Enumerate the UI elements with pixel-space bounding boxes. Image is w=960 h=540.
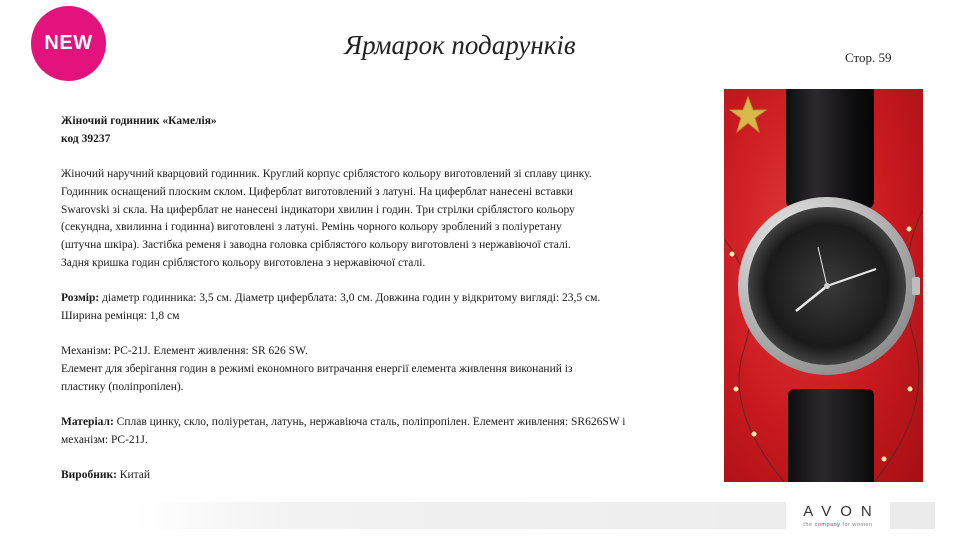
product-description bbox=[61, 113, 711, 485]
watch-strap-top bbox=[786, 89, 874, 209]
size-label: Розмір: bbox=[61, 292, 100, 304]
material-value: Сплав цинку, скло, поліуретан, латунь, нержавіюча сталь, поліпропілен. Елемент живлення: SR626SW і bbox=[116, 415, 626, 428]
watch-crown bbox=[912, 277, 920, 295]
material-line bbox=[61, 414, 711, 432]
page-title: Ярмарок подарунків bbox=[344, 30, 576, 60]
size-line bbox=[61, 290, 711, 308]
page-number: Стор. 59 bbox=[845, 50, 892, 65]
mechanism-line: пластику (поліпропілен). bbox=[61, 380, 184, 393]
new-badge bbox=[31, 6, 106, 81]
product-code: код 39237 bbox=[61, 132, 111, 145]
product-name: Жіночий годинник «Камелія» bbox=[61, 115, 217, 127]
tagline-part: for women bbox=[840, 522, 873, 528]
maker-line bbox=[61, 467, 711, 485]
avon-tagline bbox=[786, 522, 890, 528]
description-line: (секундна, хвилинна і годинна) виготовлені з латуні. Ремінь чорного кольору зроблений з поліуретану bbox=[61, 221, 562, 234]
new-badge-label: NEW bbox=[44, 32, 93, 54]
description-line: Задня кришка годин сріблястого кольору виготовлена з нержавіючої сталі. bbox=[61, 256, 426, 269]
description-line: (штучна шкіра). Застібка ременя і заводна головка сріблястого кольору виготовлені з нержавіючої сталі. bbox=[61, 238, 571, 251]
tagline-part: company bbox=[814, 522, 841, 528]
description-line: Swarovski зі скла. На циферблат не нанесені індикатори хвилин і годин. Три стрілки сріблястого кольору bbox=[61, 203, 575, 216]
size-line: Ширина ремінця: 1,8 см bbox=[61, 309, 180, 322]
maker-label: Виробник: bbox=[61, 468, 117, 481]
mechanism-line: Елемент для зберігання годин в режимі економного витрачання енергії елемента живлення виконаний із bbox=[61, 362, 573, 375]
maker-value: Китай bbox=[119, 468, 151, 481]
size-value: діаметр годинника: 3,5 см. Діаметр циферблата: 3,0 см. Довжина годин у відкритому вигляді: 23,5 см. bbox=[102, 292, 601, 304]
description-line: Годинник оснащений плоским склом. Циферблат виготовлений з латуні. На циферблат нанесені вставки bbox=[61, 185, 573, 198]
avon-logo-block bbox=[786, 500, 890, 536]
material-line: механізм: PC-21J. bbox=[61, 433, 148, 446]
material-label: Матеріал: bbox=[61, 415, 114, 428]
tagline-part: the bbox=[803, 522, 815, 528]
gold-star-icon bbox=[728, 95, 768, 135]
mechanism-line: Механізм: PC-21J. Елемент живлення: SR 626 SW. bbox=[61, 345, 308, 358]
watch-strap-bottom bbox=[788, 389, 874, 482]
avon-logo: AVON bbox=[803, 503, 881, 520]
product-photo bbox=[724, 89, 923, 482]
description-line: Жіночий наручний кварцовий годинник. Круглий корпус сріблястого кольору виготовлений зі сплаву цинку. bbox=[61, 168, 592, 181]
watch-hands-icon bbox=[748, 207, 906, 365]
